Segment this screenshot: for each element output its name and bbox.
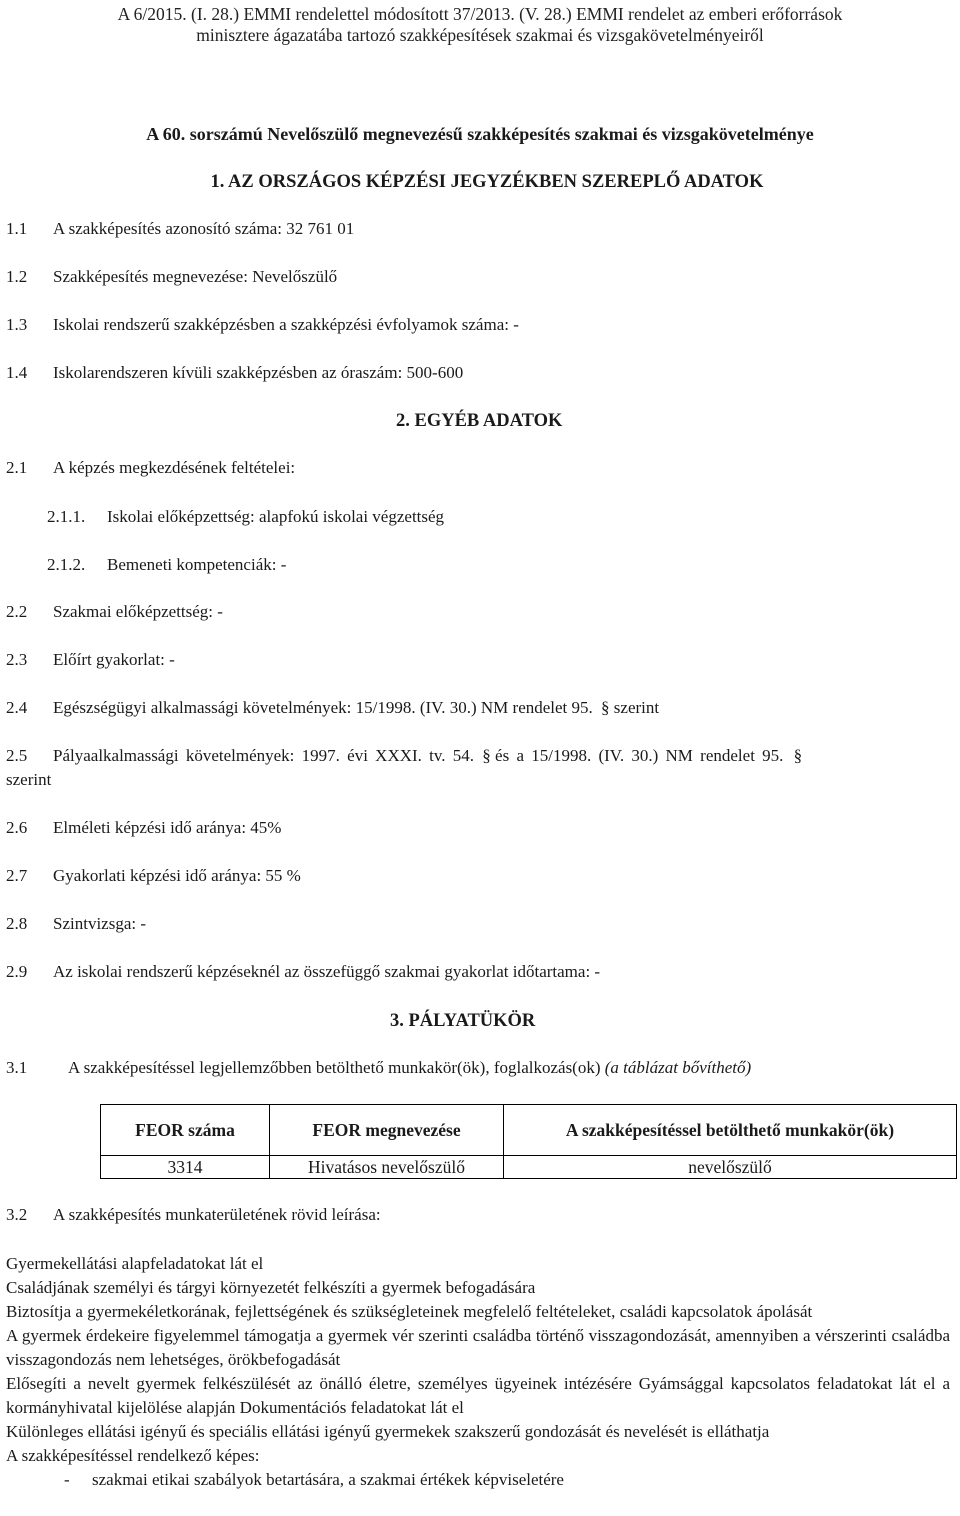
description-line: Elősegíti a nevelt gyermek felkészülését az önálló életre, személyes ügyeinek intézésére Gyámsággal kapcsolatos feladatokat lát el a kormányhivatal kijelölése alapján Dokumentációs feladatokat lát el xyxy=(6,1374,950,1417)
table-cell: 3314 xyxy=(101,1156,270,1179)
item-text: Gyakorlati képzési idő aránya: 55 % xyxy=(53,866,301,885)
table-row xyxy=(101,1156,957,1179)
item-number: 2.4 xyxy=(6,698,28,717)
item-text: A szakképesítéssel legjellemzőbben betölthető munkakör(ök), foglalkozás(ok) xyxy=(68,1058,601,1077)
item-number: 2.5 xyxy=(6,746,28,765)
item-2-1 xyxy=(6,458,295,478)
item-2-7 xyxy=(6,866,301,886)
table-header-row xyxy=(101,1105,957,1156)
item-number: 3.1 xyxy=(6,1058,28,1077)
description-line: Családjának személyi és tárgyi környezetét felkészíti a gyermek befogadására xyxy=(6,1278,536,1297)
description-line: A szakképesítéssel rendelkező képes: xyxy=(6,1446,260,1465)
item-1-3 xyxy=(6,315,519,335)
item-2-6 xyxy=(6,818,281,838)
item-text: Az iskolai rendszerű képzéseknél az összefüggő szakmai gyakorlat időtartama: - xyxy=(53,962,601,981)
item-2-1-2 xyxy=(47,555,286,575)
item-number: 2.3 xyxy=(6,650,28,669)
item-2-5-tail: szerint xyxy=(6,770,52,789)
item-2-1-1 xyxy=(47,507,444,527)
section-1-title: 1. AZ ORSZÁGOS KÉPZÉSI JEGYZÉKBEN SZEREPLŐ ADATOK xyxy=(210,172,764,192)
table-cell: nevelőszülő xyxy=(504,1156,957,1179)
table-header-cell: FEOR száma xyxy=(101,1105,270,1156)
item-number: 2.6 xyxy=(6,818,28,837)
item-number: 1.1 xyxy=(6,219,28,238)
item-1-1 xyxy=(6,219,354,239)
item-text-tail: szerint xyxy=(613,698,660,717)
item-number: 2.2 xyxy=(6,602,28,621)
item-text: Szakképesítés megnevezése: Nevelőszülő xyxy=(53,267,338,286)
item-text: A szakképesítés munkaterületének rövid leírása: xyxy=(53,1205,381,1224)
feor-table xyxy=(100,1104,957,1179)
item-3-2 xyxy=(6,1205,381,1225)
bullet-dash: - xyxy=(64,1470,70,1489)
item-text: Bemeneti kompetenciák: - xyxy=(107,555,287,574)
item-text: Iskolai előképzettség: alapfokú iskolai végzettség xyxy=(107,507,445,526)
item-text: Elméleti képzési idő aránya: 45% xyxy=(53,818,282,837)
item-2-5 xyxy=(6,746,802,766)
paragraph-sign: § xyxy=(482,746,491,765)
item-2-3 xyxy=(6,650,175,670)
item-text: Iskolarendszeren kívüli szakképzésben az óraszám: 500-600 xyxy=(53,363,464,382)
item-number: 3.2 xyxy=(6,1205,28,1224)
item-text: Szakmai előképzettség: - xyxy=(53,602,223,621)
item-text: Egészségügyi alkalmassági követelmények: 15/1998. (IV. 30.) NM rendelet 95. xyxy=(53,698,593,717)
item-1-4 xyxy=(6,363,463,383)
item-3-1 xyxy=(6,1058,751,1078)
table-header-cell: A szakképesítéssel betölthető munkakör(ök) xyxy=(504,1105,957,1156)
section-2-title: 2. EGYÉB ADATOK xyxy=(396,411,563,431)
paragraph-sign: § xyxy=(601,698,610,717)
item-text: Iskolai rendszerű szakképzésben a szakképzési évfolyamok száma: - xyxy=(53,315,519,334)
bullet-text: szakmai etikai szabályok betartására, a szakmai értékek képviseletére xyxy=(92,1470,564,1489)
paragraph-sign: § xyxy=(793,746,803,765)
item-2-9 xyxy=(6,962,600,982)
item-number: 2.1 xyxy=(6,458,28,477)
item-number: 1.2 xyxy=(6,267,28,286)
document-title: A 60. sorszámú Nevelőszülő megnevezésű szakképesítés szakmai és vizsgakövetelménye xyxy=(146,124,814,144)
description-block xyxy=(6,1252,950,1492)
item-2-2 xyxy=(6,602,223,622)
item-1-2 xyxy=(6,267,337,287)
item-text: A képzés megkezdésének feltételei: xyxy=(53,458,296,477)
item-number: 2.9 xyxy=(6,962,28,981)
header-line-2: minisztere ágazatába tartozó szakképesítések szakmai és vizsgakövetelményeiről xyxy=(196,25,764,45)
item-text-mid: és a 15/1998. (IV. 30.) NM rendelet 95. xyxy=(495,746,784,765)
header-line-1: A 6/2015. (I. 28.) EMMI rendelettel módosított 37/2013. (V. 28.) EMMI rendelet az emberi erőforrások xyxy=(117,4,843,24)
item-number: 2.1.2. xyxy=(47,555,86,574)
description-line: Gyermekellátási alapfeladatokat lát el xyxy=(6,1254,264,1273)
description-line: A gyermek érdekeire figyelemmel támogatja a gyermek vér szerinti családba történő visszagondozását, amennyiben a vérszerinti családba visszagondozás nem lehetséges, örökbefogadását xyxy=(6,1326,950,1369)
item-text: Előírt gyakorlat: - xyxy=(53,650,175,669)
item-number: 2.8 xyxy=(6,914,28,933)
description-line: Biztosítja a gyermekéletkorának, fejlettségének és szükségleteinek megfelelő feltételeket, családi kapcsolatok ápolását xyxy=(6,1302,813,1321)
item-number: 1.3 xyxy=(6,315,28,334)
item-number: 2.1.1. xyxy=(47,507,86,526)
item-2-4 xyxy=(6,698,659,718)
item-number: 1.4 xyxy=(6,363,28,382)
running-header xyxy=(0,4,960,46)
item-text: Szintvizsga: - xyxy=(53,914,147,933)
item-note: (a táblázat bővíthető) xyxy=(604,1058,752,1077)
section-3-title: 3. PÁLYATÜKÖR xyxy=(390,1011,536,1031)
description-line: Különleges ellátási igényű és speciális ellátási igényű gyermekek szakszerű gondozását és nevelését is elláthatja xyxy=(6,1422,770,1441)
bullet-item xyxy=(6,1468,950,1492)
table-header-cell: FEOR megnevezése xyxy=(270,1105,504,1156)
item-number: 2.7 xyxy=(6,866,28,885)
item-text: Pályaalkalmassági követelmények: 1997. évi XXXI. tv. 54. xyxy=(53,746,475,765)
item-text: A szakképesítés azonosító száma: 32 761 01 xyxy=(53,219,355,238)
item-2-8 xyxy=(6,914,146,934)
table-cell: Hivatásos nevelőszülő xyxy=(270,1156,504,1179)
